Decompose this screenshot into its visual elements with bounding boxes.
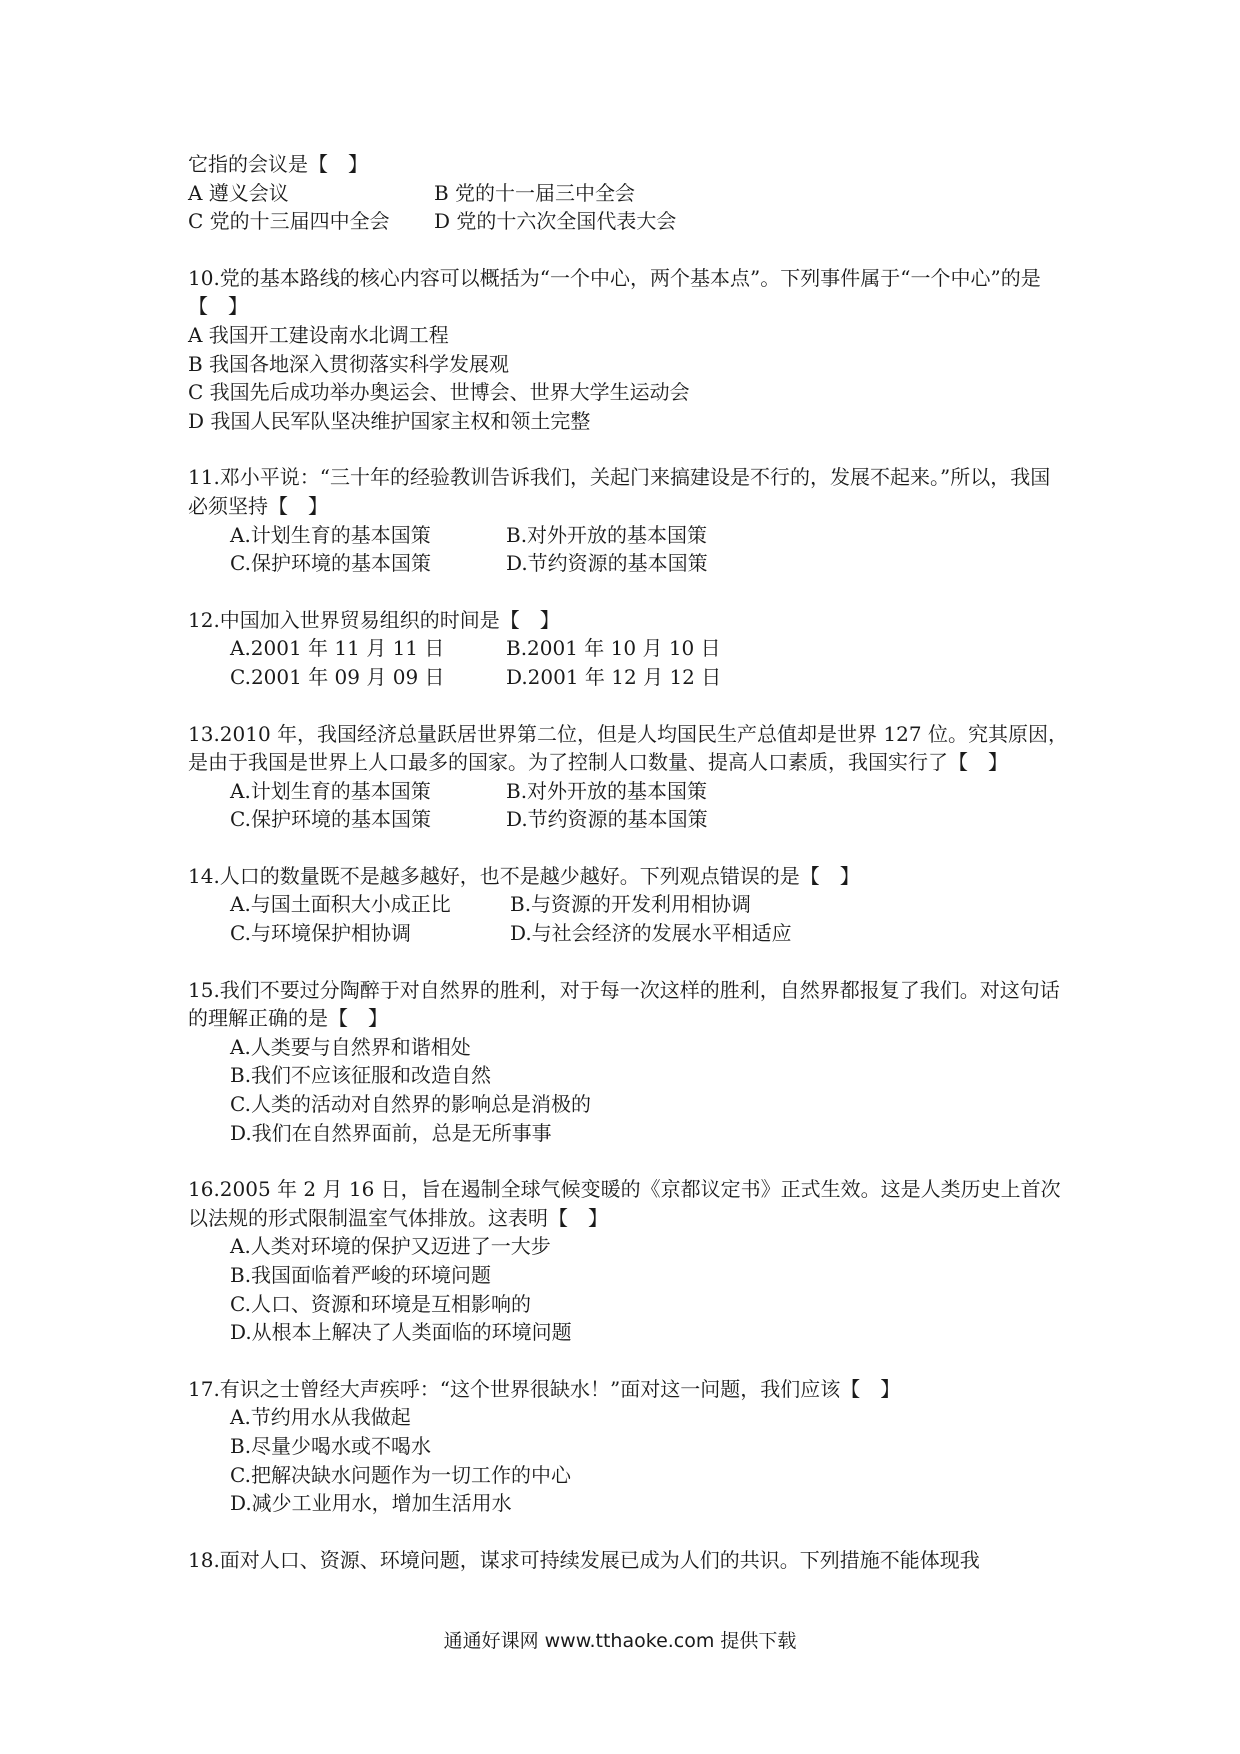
question-stem: 14.人口的数量既不是越多越好，也不是越少越好。下列观点错误的是【 】 (188, 863, 860, 888)
option-row (188, 521, 1068, 550)
option-c: C.把解决缺水问题作为一切工作的中心 (230, 1462, 571, 1487)
question-11 (188, 463, 1068, 577)
option-row (188, 634, 1068, 663)
option-a: A.节约用水从我做起 (230, 1405, 411, 1430)
question-10 (188, 264, 1068, 436)
option-c: C.人口、资源和环境是互相影响的 (230, 1291, 531, 1316)
option-a: A.2001 年 11 月 11 日 (230, 636, 445, 661)
option-b: B.我国面临着严峻的环境问题 (230, 1263, 492, 1287)
question-stem: 11.邓小平说：“三十年的经验教训告诉我们，关起门来搞建设是不行的，发展不起来。”所以，我国必须坚持【 】 (188, 465, 1051, 518)
option-b: B.2001 年 10 月 10 日 (506, 636, 721, 661)
option-c: C.2001 年 09 月 09 日 (230, 664, 445, 689)
question-16 (188, 1175, 1068, 1347)
option-row (188, 663, 1068, 692)
option-row (188, 890, 1068, 919)
question-12 (188, 606, 1068, 692)
option-row (188, 207, 1068, 236)
option-b: B.对外开放的基本国策 (506, 522, 708, 547)
option-b: B 党的十一届三中全会 (434, 180, 636, 205)
option-a: A.人类要与自然界和谐相处 (230, 1034, 471, 1059)
option-d: D.节约资源的基本国策 (506, 807, 708, 832)
document-page (188, 150, 1068, 1602)
question-18 (188, 1546, 1068, 1575)
option-row (188, 805, 1068, 834)
question-stem: 18.面对人口、资源、环境问题，谋求可持续发展已成为人们的共识。下列措施不能体现我 (188, 1547, 980, 1572)
option-a: A.与国土面积大小成正比 (230, 892, 451, 917)
option-c: C.保护环境的基本国策 (230, 551, 431, 576)
option-row (188, 549, 1068, 578)
option-a: A.计划生育的基本国策 (230, 522, 431, 547)
question-stem: 15.我们不要过分陶醉于对自然界的胜利，对于每一次这样的胜利，自然界都报复了我们。对这句话的理解正确的是【 】 (188, 977, 1060, 1031)
option-row (188, 179, 1068, 208)
option-d: D.减少工业用水，增加生活用水 (230, 1491, 512, 1516)
page-footer: 通通好课网 www.tthaoke.com 提供下载 (443, 1630, 797, 1652)
option-c: C.保护环境的基本国策 (230, 807, 431, 832)
option-c: C 我国先后成功举办奥运会、世博会、世界大学生运动会 (188, 380, 690, 405)
option-c: C 党的十三届四中全会 (188, 209, 390, 234)
option-a: A.人类对环境的保护又迈进了一大步 (230, 1234, 551, 1259)
option-b: B.我们不应该征服和改造自然 (230, 1063, 492, 1088)
question-15 (188, 976, 1068, 1148)
option-a: A.计划生育的基本国策 (230, 778, 431, 803)
option-d: D.2001 年 12 月 12 日 (506, 664, 722, 689)
question-stem: 12.中国加入世界贸易组织的时间是【 】 (188, 607, 560, 632)
option-a: A 我国开工建设南水北调工程 (188, 322, 449, 347)
option-b: B 我国各地深入贯彻落实科学发展观 (188, 351, 510, 376)
option-d: D 党的十六次全国代表大会 (434, 209, 677, 234)
question-13 (188, 720, 1068, 834)
option-row (188, 777, 1068, 806)
option-d: D.与社会经济的发展水平相适应 (510, 921, 792, 946)
option-c: C.与环境保护相协调 (230, 921, 411, 946)
option-d: D 我国人民军队坚决维护国家主权和领土完整 (188, 408, 591, 433)
option-a: A 遵义会议 (188, 180, 289, 205)
question-17 (188, 1375, 1068, 1518)
question-stem: 16.2005 年 2 月 16 日，旨在遏制全球气候变暖的《京都议定书》正式生效。这是人类历史上首次以法规的形式限制温室气体排放。这表明【 】 (188, 1177, 1061, 1230)
question-stem: 10.党的基本路线的核心内容可以概括为“一个中心，两个基本点”。下列事件属于“一个中心”的是【 】 (188, 265, 1041, 319)
option-c: C.人类的活动对自然界的影响总是消极的 (230, 1092, 591, 1117)
option-row (188, 919, 1068, 948)
question-stem: 13.2010 年，我国经济总量跃居世界第二位，但是人均国民生产总值却是世界 127 位。究其原因，是由于我国是世界上人口最多的国家。为了控制人口数量、提高人口素质，我国实行了【 】 (188, 721, 1068, 775)
option-b: B.尽量少喝水或不喝水 (230, 1433, 432, 1458)
question-14 (188, 862, 1068, 948)
option-d: D.从根本上解决了人类面临的环境问题 (230, 1320, 572, 1345)
option-d: D.我们在自然界面前，总是无所事事 (230, 1120, 552, 1145)
option-b: B.与资源的开发利用相协调 (510, 892, 752, 917)
option-d: D.节约资源的基本国策 (506, 551, 708, 576)
option-b: B.对外开放的基本国策 (506, 778, 708, 803)
question-stem: 17.有识之士曾经大声疾呼：“这个世界很缺水！”面对这一问题，我们应该【 】 (188, 1376, 901, 1401)
question-9-tail (188, 150, 1068, 236)
question-stem: 它指的会议是【 】 (188, 152, 368, 176)
